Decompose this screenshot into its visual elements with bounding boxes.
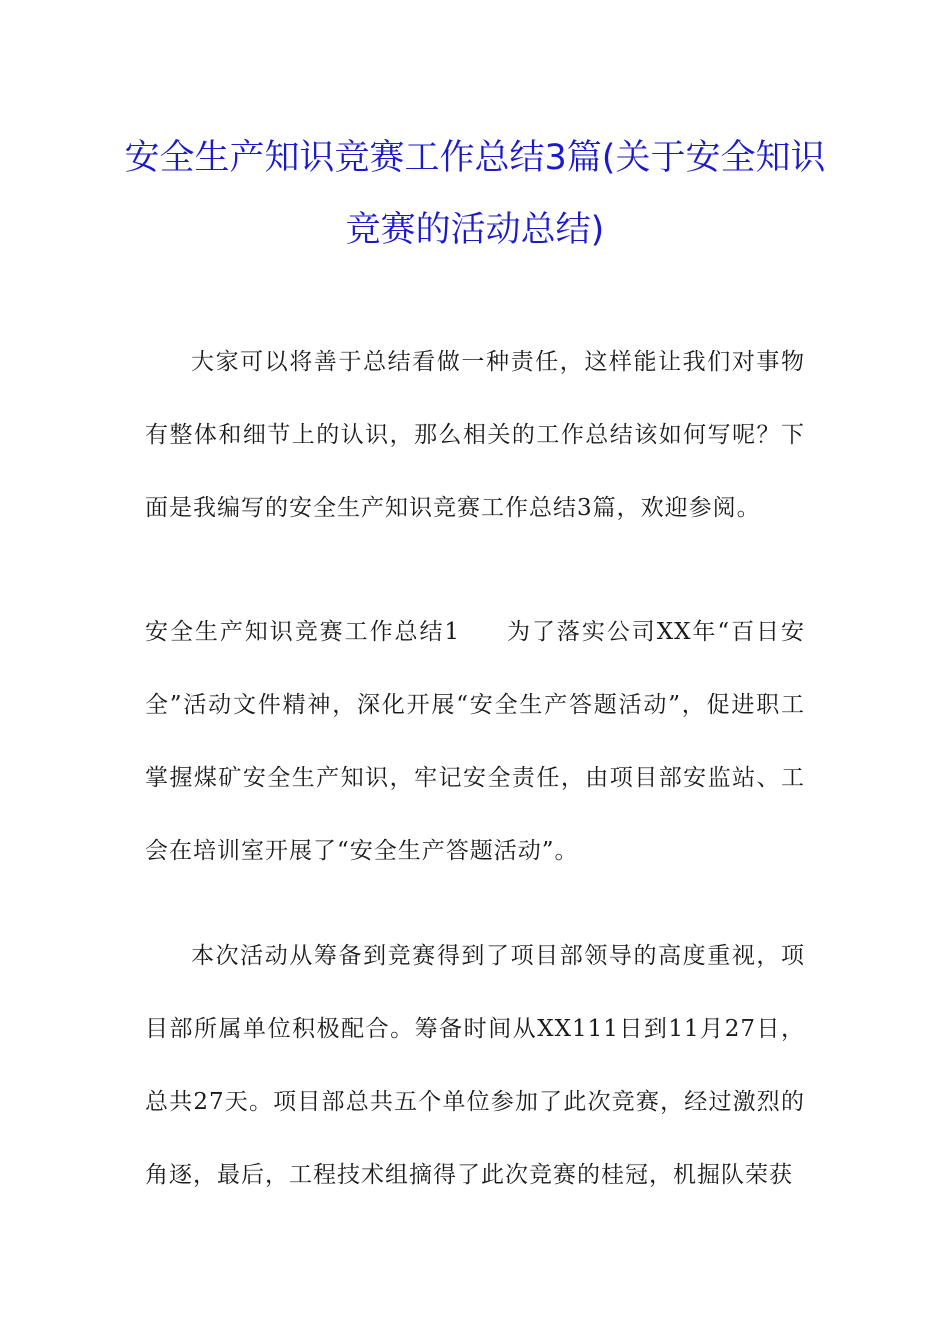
section-1-heading: 安全生产知识竞赛工作总结1 [145, 619, 461, 645]
document-title: 安全生产知识竞赛工作总结3篇(关于安全知识竞赛的活动总结) [124, 138, 826, 250]
intro-paragraph: 大家可以将善于总结看做一种责任，这样能让我们对事物有整体和细节上的认识，那么相关的工作总结该如何写呢？下面是我编写的安全生产知识竞赛工作总结3篇，欢迎参阅。 [145, 349, 805, 521]
body-paragraph-2: 本次活动从筹备到竞赛得到了项目部领导的高度重视，项目部所属单位积极配合。筹备时间从XX111日到11月27日，总共27天。项目部总共五个单位参加了此次竞赛，经过激烈的角逐，最后，工程技术组摘得了此次竞赛的桂冠，机掘队荣获 [145, 943, 805, 1188]
section-1-text: 为了落实公司XX年“百日安全”活动文件精神，深化开展“安全生产答题活动”，促进职工掌握煤矿安全生产知识，牢记安全责任，由项目部安监站、工会在培训室开展了“安全生产答题活动”。 [145, 619, 805, 864]
section-1-paragraph [145, 596, 805, 888]
